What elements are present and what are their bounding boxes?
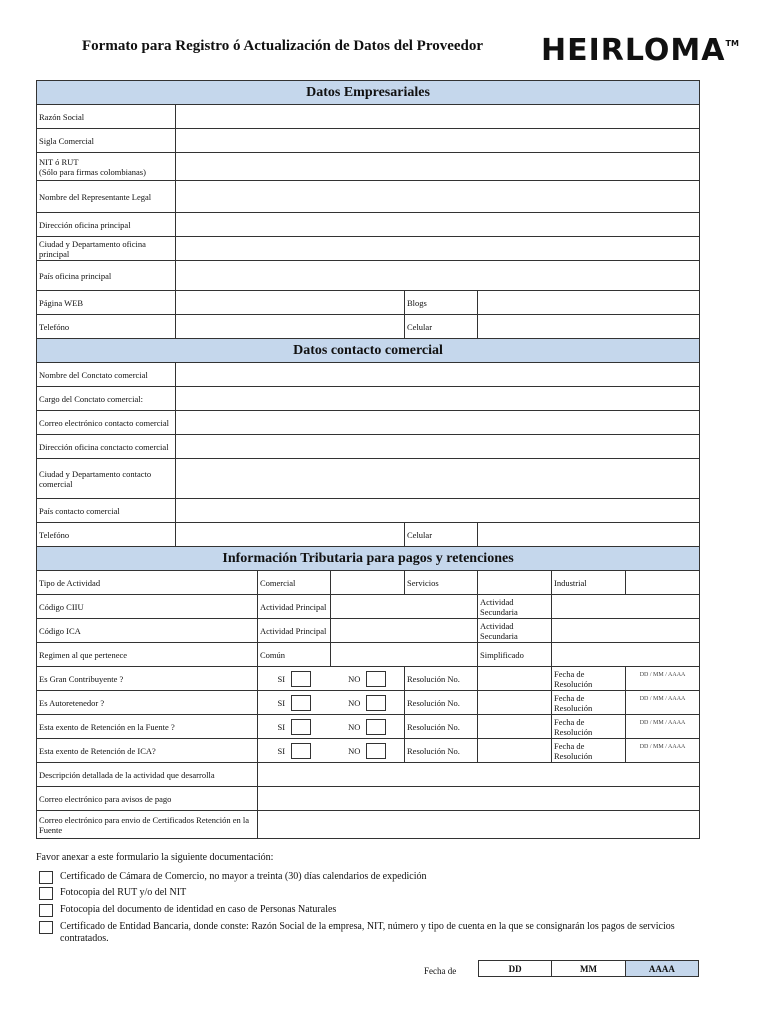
field-ciiu-secundaria[interactable] — [552, 595, 700, 619]
label-nit-rut — [37, 153, 176, 181]
si-label: SI — [277, 745, 286, 756]
no-option — [331, 691, 405, 715]
label-celular: Celular — [405, 315, 478, 339]
field-sigla-comercial[interactable] — [176, 129, 700, 153]
field-representante-legal[interactable] — [176, 181, 700, 213]
annex-item-text: Fotocopia del documento de identidad en caso de Personas Naturales — [60, 904, 337, 915]
label-autoretenedor: Es Autoretenedor ? — [37, 691, 258, 715]
label-nit-line1: NIT ó RUT — [39, 156, 79, 167]
si-option — [258, 739, 331, 763]
label-codigo-ica: Código ICA — [37, 619, 258, 643]
label-fecha-resolucion: Fecha de Resolución — [552, 739, 626, 763]
brand-logo — [541, 33, 739, 68]
label-regimen: Regimen al que pertenece — [37, 643, 258, 667]
field-comercial[interactable] — [331, 571, 405, 595]
label-blogs: Blogs — [405, 291, 478, 315]
si-checkbox[interactable] — [291, 671, 311, 687]
no-label: NO — [348, 721, 361, 732]
no-label: NO — [348, 697, 361, 708]
field-resolucion[interactable] — [478, 715, 552, 739]
label-correo-certificados: Correo electrónico para envio de Certificados Retención en la Fuente — [37, 811, 258, 839]
label-gran-contribuyente: Es Gran Contribuyente ? — [37, 667, 258, 691]
label-ica-secundaria: Actividad Secundaria — [478, 619, 552, 643]
field-correo-contacto[interactable] — [176, 411, 700, 435]
logo-text: HEIRLOMA — [541, 33, 726, 68]
field-resolucion[interactable] — [478, 691, 552, 715]
field-servicios[interactable] — [478, 571, 552, 595]
label-razon-social: Razón Social — [37, 105, 176, 129]
label-resolucion: Resolución No. — [405, 715, 478, 739]
label-ciiu-principal: Actividad Principal — [258, 595, 331, 619]
field-ica-secundaria[interactable] — [552, 619, 700, 643]
field-simplificado[interactable] — [552, 643, 700, 667]
annex-item-text: Certificado de Cámara de Comercio, no mayor a treinta (30) días calendarios de expedición — [60, 871, 427, 882]
label-pais-oficina: País oficina principal — [37, 261, 176, 291]
label-descripcion-actividad: Descripción detallada de la actividad que desarrolla — [37, 763, 258, 787]
label-resolucion: Resolución No. — [405, 739, 478, 763]
logo-trademark: TM — [725, 39, 739, 48]
field-direccion-contacto[interactable] — [176, 435, 700, 459]
date-hint: DD / MM / AAAA — [639, 719, 686, 726]
field-pais-contacto[interactable] — [176, 499, 700, 523]
label-direccion-contacto: Dirección oficina conctacto comercial — [37, 435, 176, 459]
field-fecha-resolucion[interactable] — [626, 739, 700, 763]
field-pagina-web[interactable] — [176, 291, 405, 315]
label-pagina-web: Página WEB — [37, 291, 176, 315]
label-exento-fuente: Esta exento de Retención en la Fuente ? — [37, 715, 258, 739]
field-resolucion[interactable] — [478, 739, 552, 763]
label-nombre-contacto: Nombre del Conctato comercial — [37, 363, 176, 387]
label-resolucion: Resolución No. — [405, 691, 478, 715]
annex-checkbox[interactable] — [39, 921, 53, 934]
field-cargo-contacto[interactable] — [176, 387, 700, 411]
page-title: Formato para Registro ó Actualización de Datos del Proveedor — [82, 38, 484, 54]
fecha-aaaa-field[interactable]: AAAA — [625, 961, 698, 977]
label-codigo-ciiu: Código CIIU — [37, 595, 258, 619]
field-ciudad-departamento[interactable] — [176, 237, 700, 261]
field-nombre-contacto[interactable] — [176, 363, 700, 387]
fecha-label: Fecha de — [424, 966, 457, 976]
label-ica-principal: Actividad Principal — [258, 619, 331, 643]
label-nit-line2: (Sólo para firmas colombianas) — [39, 166, 146, 177]
supplier-form-table — [36, 80, 700, 839]
label-resolucion: Resolución No. — [405, 667, 478, 691]
no-label: NO — [348, 745, 361, 756]
field-ciiu-principal[interactable] — [331, 595, 478, 619]
annex-checkbox[interactable] — [39, 887, 53, 900]
no-option — [331, 715, 405, 739]
label-tipo-actividad: Tipo de Actividad — [37, 571, 258, 595]
fecha-dd-field[interactable]: DD — [479, 961, 552, 977]
si-label: SI — [277, 673, 286, 684]
label-pais-contacto: País contacto comercial — [37, 499, 176, 523]
si-checkbox[interactable] — [291, 743, 311, 759]
label-telefono-contacto: Telefóno — [37, 523, 176, 547]
label-fecha-resolucion: Fecha de Resolución — [552, 715, 626, 739]
si-checkbox[interactable] — [291, 695, 311, 711]
field-direccion-oficina[interactable] — [176, 213, 700, 237]
fecha-table — [478, 960, 699, 977]
no-checkbox[interactable] — [366, 671, 386, 687]
field-correo-pago[interactable] — [258, 787, 700, 811]
annex-item-text: Fotocopia del RUT y/o del NIT — [60, 887, 187, 898]
no-option — [331, 667, 405, 691]
field-fecha-resolucion[interactable] — [626, 691, 700, 715]
field-celular[interactable] — [478, 315, 700, 339]
label-ciiu-secundaria: Actividad Secundaria — [478, 595, 552, 619]
label-comercial: Comercial — [258, 571, 331, 595]
field-correo-certificados[interactable] — [258, 811, 700, 839]
field-nit-rut[interactable] — [176, 153, 700, 181]
no-checkbox[interactable] — [366, 743, 386, 759]
field-fecha-resolucion[interactable] — [626, 715, 700, 739]
label-representante-legal: Nombre del Representante Legal — [37, 181, 176, 213]
si-label: SI — [277, 721, 286, 732]
label-sigla-comercial: Sigla Comercial — [37, 129, 176, 153]
field-blogs[interactable] — [478, 291, 700, 315]
field-resolucion[interactable] — [478, 667, 552, 691]
field-telefono[interactable] — [176, 315, 405, 339]
label-comun: Común — [258, 643, 331, 667]
field-ica-principal[interactable] — [331, 619, 478, 643]
annex-checkbox[interactable] — [39, 904, 53, 917]
no-checkbox[interactable] — [366, 719, 386, 735]
date-hint: DD / MM / AAAA — [639, 671, 686, 678]
label-correo-pago: Correo electrónico para avisos de pago — [37, 787, 258, 811]
date-hint: DD / MM / AAAA — [639, 695, 686, 702]
label-correo-contacto: Correo electrónico contacto comercial — [37, 411, 176, 435]
field-pais-oficina[interactable] — [176, 261, 700, 291]
annex-checkbox[interactable] — [39, 871, 53, 884]
label-telefono: Telefóno — [37, 315, 176, 339]
label-fecha-resolucion: Fecha de Resolución — [552, 667, 626, 691]
label-exento-ica: Esta exento de Retención de ICA? — [37, 739, 258, 763]
no-option — [331, 739, 405, 763]
no-label: NO — [348, 673, 361, 684]
si-option — [258, 667, 331, 691]
annex-intro: Favor anexar a este formulario la siguiente documentación: — [36, 852, 274, 863]
field-fecha-resolucion[interactable] — [626, 667, 700, 691]
date-hint: DD / MM / AAAA — [639, 743, 686, 750]
section-heading-tributaria: Información Tributaria para pagos y retenciones — [37, 547, 700, 571]
label-servicios: Servicios — [405, 571, 478, 595]
field-telefono-contacto[interactable] — [176, 523, 405, 547]
si-label: SI — [277, 697, 286, 708]
field-descripcion-actividad[interactable] — [258, 763, 700, 787]
label-simplificado: Simplificado — [478, 643, 552, 667]
no-checkbox[interactable] — [366, 695, 386, 711]
field-industrial[interactable] — [626, 571, 700, 595]
label-ciudad-contacto: Ciudad y Departamento contacto comercial — [37, 459, 176, 499]
label-cargo-contacto: Cargo del Conctato comercial: — [37, 387, 176, 411]
label-industrial: Industrial — [552, 571, 626, 595]
label-fecha-resolucion: Fecha de Resolución — [552, 691, 626, 715]
label-direccion-oficina: Dirección oficina principal — [37, 213, 176, 237]
section-heading-empresa: Datos Empresariales — [37, 81, 700, 105]
field-comun[interactable] — [331, 643, 478, 667]
si-option — [258, 691, 331, 715]
si-option — [258, 715, 331, 739]
label-ciudad-departamento: Ciudad y Departamento oficina principal — [37, 237, 176, 261]
section-heading-contacto: Datos contacto comercial — [37, 339, 700, 363]
label-celular-contacto: Celular — [405, 523, 478, 547]
field-ciudad-contacto[interactable] — [176, 459, 700, 499]
annex-item-text: Certificado de Entidad Bancaria, donde conste: Razón Social de la empresa, NIT, número y tipo de cuenta en la que se consignarán los pagos de servicios contratados. — [60, 921, 675, 944]
fecha-mm-field[interactable]: MM — [552, 961, 625, 977]
si-checkbox[interactable] — [291, 719, 311, 735]
field-celular-contacto[interactable] — [478, 523, 700, 547]
field-razon-social[interactable] — [176, 105, 700, 129]
